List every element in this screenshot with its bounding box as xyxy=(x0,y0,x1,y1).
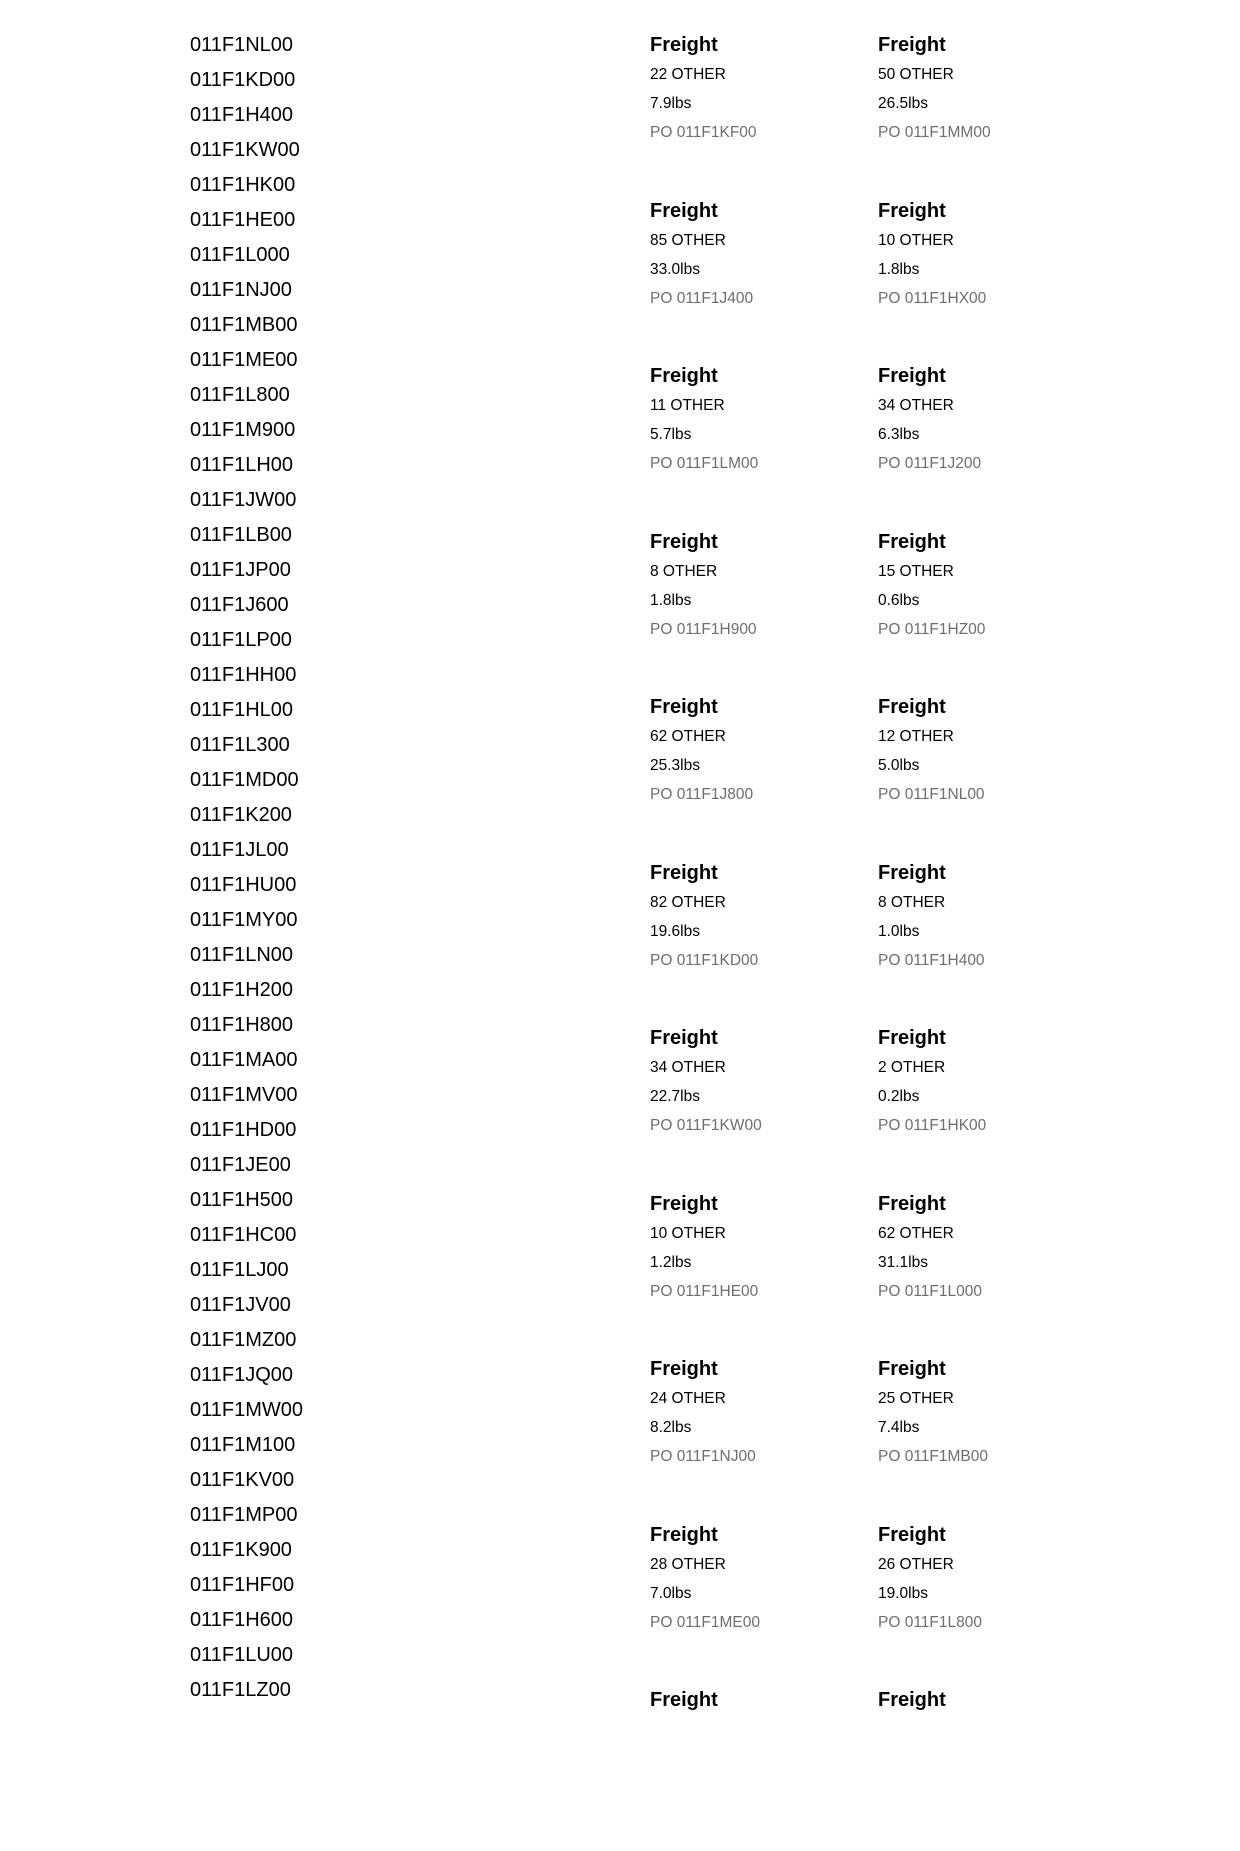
card-weight: 19.0lbs xyxy=(878,1584,928,1602)
po-list-item: 011F1H600 xyxy=(190,1609,294,1631)
po-list-item: 011F1M900 xyxy=(190,419,296,441)
card-weight: 1.8lbs xyxy=(878,260,920,278)
freight-card xyxy=(878,1023,1106,1189)
card-title: Freight xyxy=(650,199,718,222)
po-list-item: 011F1LN00 xyxy=(190,944,294,966)
card-po-number: PO 011F1ME00 xyxy=(650,1613,760,1631)
po-list-item: 011F1HC00 xyxy=(190,1224,297,1246)
card-po-number: PO 011F1KW00 xyxy=(650,1117,762,1134)
po-list-item: 011F1KW00 xyxy=(190,139,300,161)
po-list-item: 011F1MB00 xyxy=(190,314,298,336)
freight-card xyxy=(878,196,1106,362)
card-weight: 7.0lbs xyxy=(650,1584,692,1602)
po-list-item: 011F1JW00 xyxy=(190,489,297,511)
card-quantity: 26 OTHER xyxy=(878,1555,954,1573)
card-title: Freight xyxy=(650,365,718,387)
card-po-number: PO 011F1J400 xyxy=(650,289,754,307)
card-po-number: PO 011F1MM00 xyxy=(878,124,991,141)
po-list-item: 011F1NL00 xyxy=(190,34,294,56)
po-list-item: 011F1KV00 xyxy=(190,1469,295,1491)
card-quantity: 2 OTHER xyxy=(878,1059,946,1076)
freight-card xyxy=(650,1023,878,1189)
card-weight: 31.1lbs xyxy=(878,1253,928,1271)
po-list-item: 011F1LZ00 xyxy=(190,1679,291,1701)
card-po-number: PO 011F1MB00 xyxy=(878,1448,988,1465)
po-list-item: 011F1K900 xyxy=(190,1539,292,1561)
card-po-number: PO 011F1NL00 xyxy=(878,786,985,803)
freight-card xyxy=(650,30,878,196)
po-list-item: 011F1M100 xyxy=(190,1434,296,1456)
freight-card xyxy=(650,1685,878,1851)
po-list-item: 011F1L000 xyxy=(190,244,290,266)
po-list-item: 011F1LJ00 xyxy=(190,1259,289,1281)
po-list-item: 011F1H800 xyxy=(190,1014,294,1036)
card-row xyxy=(650,1023,1070,1189)
card-quantity: 15 OTHER xyxy=(878,562,954,580)
card-po-number: PO 011F1NJ00 xyxy=(650,1448,756,1465)
po-list-item: 011F1ME00 xyxy=(190,349,298,371)
freight-card xyxy=(650,1520,878,1686)
freight-card xyxy=(878,1189,1106,1355)
freight-card xyxy=(878,1685,1106,1851)
freight-card xyxy=(650,196,878,362)
po-list-item: 011F1LP00 xyxy=(190,629,292,651)
card-weight: 0.6lbs xyxy=(878,591,920,609)
card-title: Freight xyxy=(878,1523,946,1546)
po-list-item: 011F1HL00 xyxy=(190,699,294,721)
card-po-number: PO 011F1H900 xyxy=(650,620,757,638)
card-title: Freight xyxy=(878,365,946,387)
card-po-number: PO 011F1HE00 xyxy=(650,1282,759,1300)
po-list-item: 011F1HU00 xyxy=(190,874,297,896)
po-list-item: 011F1JE00 xyxy=(190,1154,291,1176)
card-title: Freight xyxy=(650,1358,718,1380)
card-row xyxy=(650,527,1070,693)
card-weight: 7.9lbs xyxy=(650,95,692,112)
card-row xyxy=(650,858,1070,1024)
po-list-item: 011F1JQ00 xyxy=(190,1364,294,1386)
card-weight: 25.3lbs xyxy=(650,757,700,774)
card-title: Freight xyxy=(878,696,946,718)
card-po-number: PO 011F1J800 xyxy=(650,786,754,803)
freight-card xyxy=(878,361,1106,527)
card-title: Freight xyxy=(878,1192,946,1215)
card-weight: 8.2lbs xyxy=(650,1419,692,1436)
po-list-item: 011F1LB00 xyxy=(190,524,292,546)
po-list-item: 011F1HD00 xyxy=(190,1119,297,1141)
card-po-number: PO 011F1HX00 xyxy=(878,289,987,307)
po-list-item: 011F1H400 xyxy=(190,104,294,126)
card-quantity: 8 OTHER xyxy=(878,893,946,911)
card-weight: 6.3lbs xyxy=(878,426,920,443)
card-po-number: PO 011F1HK00 xyxy=(878,1117,987,1134)
card-title: Freight xyxy=(878,1027,946,1049)
card-title: Freight xyxy=(878,530,946,553)
freight-card xyxy=(878,30,1106,196)
po-number-list xyxy=(190,28,303,1708)
card-po-number: PO 011F1LM00 xyxy=(650,455,759,472)
card-weight: 1.2lbs xyxy=(650,1253,692,1271)
card-weight: 7.4lbs xyxy=(878,1419,920,1436)
card-title: Freight xyxy=(878,199,946,222)
card-title: Freight xyxy=(650,1523,718,1546)
card-title: Freight xyxy=(878,861,946,884)
card-quantity: 12 OTHER xyxy=(878,728,954,745)
card-quantity: 62 OTHER xyxy=(878,1224,954,1242)
card-title: Freight xyxy=(650,1689,718,1711)
po-list-item: 011F1HK00 xyxy=(190,174,296,196)
card-quantity: 8 OTHER xyxy=(650,562,718,580)
card-quantity: 22 OTHER xyxy=(650,66,726,83)
card-po-number: PO 011F1H400 xyxy=(878,951,985,969)
card-title: Freight xyxy=(650,1192,718,1215)
po-list-item: 011F1MW00 xyxy=(190,1399,304,1421)
card-weight: 5.0lbs xyxy=(878,757,920,774)
po-list-item: 011F1J600 xyxy=(190,594,289,616)
po-list-item: 011F1MA00 xyxy=(190,1049,298,1071)
freight-card xyxy=(878,1520,1106,1686)
po-list-item: 011F1K200 xyxy=(190,804,292,826)
po-list-item: 011F1JV00 xyxy=(190,1294,291,1316)
card-quantity: 62 OTHER xyxy=(650,728,726,745)
card-quantity: 11 OTHER xyxy=(650,397,725,414)
card-weight: 26.5lbs xyxy=(878,95,928,112)
card-row xyxy=(650,1685,1070,1851)
card-po-number: PO 011F1KD00 xyxy=(650,951,759,969)
card-row xyxy=(650,692,1070,858)
card-title: Freight xyxy=(650,861,718,884)
card-row xyxy=(650,30,1070,196)
card-row xyxy=(650,361,1070,527)
card-po-number: PO 011F1KF00 xyxy=(650,124,757,141)
freight-card xyxy=(878,692,1106,858)
freight-card xyxy=(650,1189,878,1355)
card-title: Freight xyxy=(878,1689,946,1711)
card-row xyxy=(650,1520,1070,1686)
card-title: Freight xyxy=(650,696,718,718)
freight-card xyxy=(650,361,878,527)
card-po-number: PO 011F1J200 xyxy=(878,455,982,472)
card-po-number: PO 011F1HZ00 xyxy=(878,620,986,638)
po-list-item: 011F1MZ00 xyxy=(190,1329,297,1351)
po-list-item: 011F1H200 xyxy=(190,979,294,1001)
po-list-item: 011F1MY00 xyxy=(190,909,298,931)
card-quantity: 85 OTHER xyxy=(650,231,726,249)
po-list-item: 011F1MD00 xyxy=(190,769,299,791)
freight-card xyxy=(650,527,878,693)
card-weight: 1.8lbs xyxy=(650,591,692,609)
card-weight: 5.7lbs xyxy=(650,426,692,443)
card-weight: 19.6lbs xyxy=(650,922,700,940)
freight-card xyxy=(878,858,1106,1024)
po-list-item: 011F1L800 xyxy=(190,384,290,406)
po-list-item: 011F1MP00 xyxy=(190,1504,298,1526)
card-quantity: 28 OTHER xyxy=(650,1555,726,1573)
card-row xyxy=(650,1354,1070,1520)
card-quantity: 34 OTHER xyxy=(650,1059,726,1076)
po-list-item: 011F1NJ00 xyxy=(190,279,292,301)
po-list-item: 011F1HH00 xyxy=(190,664,297,686)
po-list-item: 011F1MV00 xyxy=(190,1084,298,1106)
card-weight: 33.0lbs xyxy=(650,260,700,278)
freight-card-grid xyxy=(650,30,1070,1851)
freight-card xyxy=(878,527,1106,693)
freight-card xyxy=(878,1354,1106,1520)
card-quantity: 25 OTHER xyxy=(878,1390,954,1407)
card-title: Freight xyxy=(650,1027,718,1049)
freight-card xyxy=(650,692,878,858)
po-list-item: 011F1LU00 xyxy=(190,1644,294,1666)
card-title: Freight xyxy=(878,1358,946,1380)
card-weight: 22.7lbs xyxy=(650,1088,700,1105)
po-list-item: 011F1JL00 xyxy=(190,839,289,861)
freight-card xyxy=(650,858,878,1024)
po-list-item: 011F1HF00 xyxy=(190,1574,295,1596)
card-title: Freight xyxy=(650,34,718,56)
card-quantity: 10 OTHER xyxy=(650,1224,726,1242)
card-quantity: 10 OTHER xyxy=(878,231,954,249)
card-po-number: PO 011F1L000 xyxy=(878,1282,982,1300)
card-quantity: 50 OTHER xyxy=(878,66,954,83)
card-title: Freight xyxy=(650,530,718,553)
po-list-item: 011F1HE00 xyxy=(190,209,296,231)
card-row xyxy=(650,1189,1070,1355)
po-list-item: 011F1KD00 xyxy=(190,69,296,91)
card-weight: 0.2lbs xyxy=(878,1088,920,1105)
freight-card xyxy=(650,1354,878,1520)
card-row xyxy=(650,196,1070,362)
card-title: Freight xyxy=(878,34,946,56)
po-list-item: 011F1LH00 xyxy=(190,454,294,476)
po-list-item: 011F1JP00 xyxy=(190,559,291,581)
po-list-item: 011F1L300 xyxy=(190,734,290,756)
card-quantity: 24 OTHER xyxy=(650,1390,726,1407)
card-quantity: 82 OTHER xyxy=(650,893,726,911)
card-po-number: PO 011F1L800 xyxy=(878,1613,982,1631)
po-list-item: 011F1H500 xyxy=(190,1189,294,1211)
card-quantity: 34 OTHER xyxy=(878,397,954,414)
card-weight: 1.0lbs xyxy=(878,922,920,940)
